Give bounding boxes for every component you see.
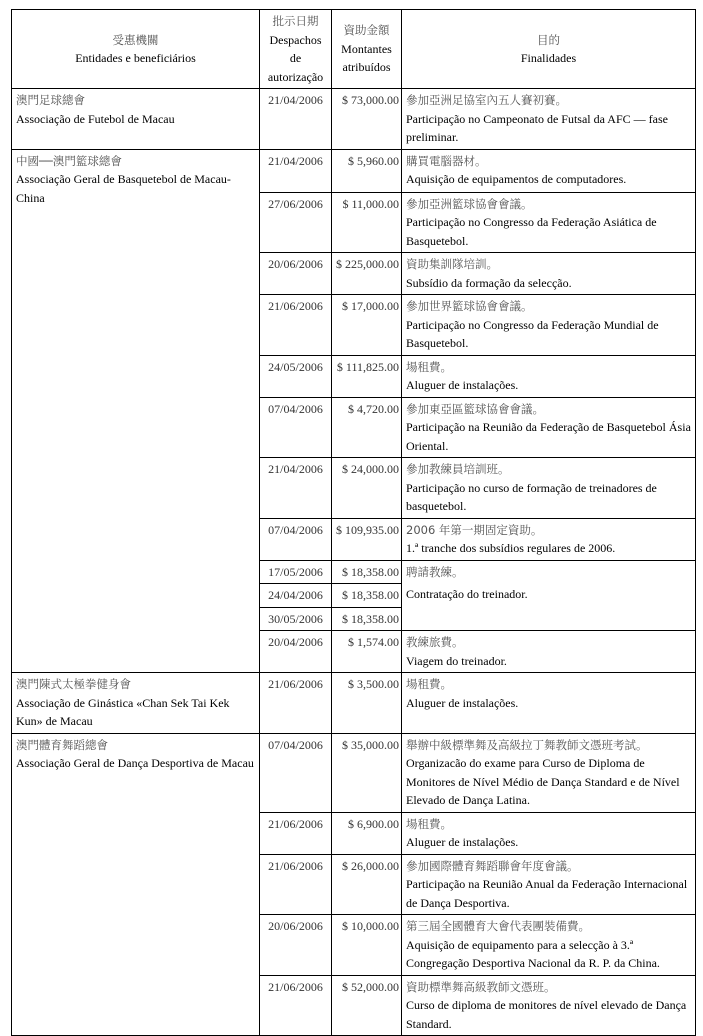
purpose-zh: 參加亞洲足協室內五人賽初賽。 bbox=[406, 93, 567, 107]
grant-purpose bbox=[402, 812, 696, 854]
purpose-pt: Organizacão do exame para Curso de Diploma de Monitores de Nível Médio de Dança Standard e de Nível Elevado de Dança Latina. bbox=[406, 756, 680, 807]
header-date bbox=[260, 10, 332, 89]
grant-amount: $ 10,000.00 bbox=[332, 915, 402, 976]
table-row bbox=[12, 149, 696, 192]
grant-date: 21/04/2006 bbox=[260, 89, 332, 150]
purpose-pt: Participação no curso de formação de treinadores de basquetebol. bbox=[406, 480, 657, 513]
grant-date: 27/06/2006 bbox=[260, 192, 332, 253]
header-row bbox=[12, 10, 696, 89]
grant-amount: $ 26,000.00 bbox=[332, 854, 402, 915]
grant-date: 20/06/2006 bbox=[260, 915, 332, 976]
purpose-pt: Contratação do treinador. bbox=[406, 587, 528, 601]
grant-purpose bbox=[402, 253, 696, 295]
grant-amount: $ 35,000.00 bbox=[332, 733, 402, 812]
purpose-pt: Participação no Congresso da Federação Asiática de Basquetebol. bbox=[406, 215, 657, 248]
grant-amount: $ 6,900.00 bbox=[332, 812, 402, 854]
grant-date: 21/06/2006 bbox=[260, 812, 332, 854]
purpose-zh: 參加東亞區籃球協會會議。 bbox=[406, 401, 544, 416]
entity-name-pt: Associação de Futebol de Macau bbox=[16, 111, 175, 126]
purpose-zh: 參加世界籃球協會會議。 bbox=[406, 299, 533, 313]
table-row bbox=[12, 673, 696, 734]
purpose-pt: Aluguer de instalações. bbox=[406, 695, 519, 710]
grant-purpose bbox=[402, 149, 696, 192]
purpose-zh: 場租費。 bbox=[406, 677, 452, 691]
entity-name-zh: 澳門足球總會 bbox=[16, 93, 85, 107]
grant-purpose bbox=[402, 733, 696, 812]
purpose-pt: Aquisição de equipamento para a selecção à 3.ª Congregação Desportiva Nacional da R. P. da China. bbox=[406, 937, 660, 970]
grant-amount: $ 1,574.00 bbox=[332, 631, 402, 673]
purpose-pt: 1.ª tranche dos subsídios regulares de 2006. bbox=[406, 541, 616, 555]
grant-amount: $ 109,935.00 bbox=[332, 518, 402, 560]
header-amount-zh: 資助金額 bbox=[343, 23, 390, 38]
purpose-zh: 參加國際體育舞蹈聯會年度會議。 bbox=[406, 858, 579, 873]
grant-amount: $ 5,960.00 bbox=[332, 149, 402, 192]
purpose-pt: Aluguer de instalações. bbox=[406, 835, 519, 849]
grant-purpose bbox=[402, 560, 696, 631]
grant-date: 21/06/2006 bbox=[260, 975, 332, 1036]
purpose-pt: Aluguer de instalações. bbox=[406, 378, 519, 392]
grant-purpose bbox=[402, 854, 696, 915]
purpose-zh: 教練旅費。 bbox=[406, 635, 464, 649]
grant-date: 21/06/2006 bbox=[260, 673, 332, 734]
purpose-pt: Participação no Congresso da Federação Mundial de Basquetebol. bbox=[406, 317, 659, 350]
grant-purpose bbox=[402, 295, 696, 356]
grant-date: 24/05/2006 bbox=[260, 355, 332, 397]
purpose-zh: 2006 年第一期固定資助。 bbox=[406, 522, 543, 537]
purpose-zh: 場租費。 bbox=[406, 359, 452, 374]
entity-cell bbox=[12, 89, 260, 150]
grant-amount: $ 4,720.00 bbox=[332, 397, 402, 458]
entity-cell bbox=[12, 733, 260, 1036]
purpose-zh: 參加教練員培訓班。 bbox=[406, 462, 510, 476]
grant-date: 20/04/2006 bbox=[260, 631, 332, 673]
purpose-pt: Participação na Reunião da Federação de Basquetebol Ásia Oriental. bbox=[406, 420, 691, 453]
grant-date: 20/06/2006 bbox=[260, 253, 332, 295]
purpose-pt: Viagem do treinador. bbox=[406, 653, 507, 668]
grant-amount: $ 52,000.00 bbox=[332, 975, 402, 1036]
grant-amount: $ 225,000.00 bbox=[332, 253, 402, 295]
grant-purpose bbox=[402, 975, 696, 1036]
purpose-zh: 舉辦中級標準舞及高級拉丁舞教師文憑班考試。 bbox=[406, 737, 648, 752]
grant-amount: $ 24,000.00 bbox=[332, 458, 402, 519]
entity-name-zh: 澳門陳式太極拳健身會 bbox=[16, 677, 131, 691]
grants-table bbox=[11, 9, 696, 1036]
entity-cell bbox=[12, 149, 260, 673]
purpose-zh: 聘請教練。 bbox=[406, 564, 464, 579]
grant-amount: $ 11,000.00 bbox=[332, 192, 402, 253]
entity-name-pt: Associação Geral de Dança Desportiva de Macau bbox=[16, 756, 254, 770]
purpose-zh: 場租費。 bbox=[406, 816, 452, 831]
table-row bbox=[12, 89, 696, 150]
grant-date: 21/04/2006 bbox=[260, 149, 332, 192]
header-date-pt-2: autorização bbox=[267, 69, 324, 84]
entity-name-zh: 中國──澳門籃球總會 bbox=[16, 153, 122, 168]
purpose-pt: Participação no Campeonato de Futsal da AFC — fase preliminar. bbox=[406, 111, 668, 144]
header-amount-pt-2: atribuídos bbox=[342, 60, 391, 75]
grant-date: 21/06/2006 bbox=[260, 854, 332, 915]
grant-amount: $ 18,358.00 bbox=[332, 584, 402, 608]
header-amount-pt-1: Montantes bbox=[341, 41, 392, 56]
header-purpose bbox=[402, 10, 696, 89]
grant-date: 24/04/2006 bbox=[260, 584, 332, 608]
grant-purpose bbox=[402, 355, 696, 397]
header-date-pt-1: Despachos de bbox=[269, 32, 322, 65]
table-row bbox=[12, 733, 696, 812]
header-entity bbox=[12, 10, 260, 89]
grant-date: 17/05/2006 bbox=[260, 560, 332, 584]
purpose-pt: Participação na Reunião Anual da Federação Internacional de Dança Desportiva. bbox=[406, 877, 688, 910]
purpose-zh: 資助集訓隊培訓。 bbox=[406, 257, 498, 271]
grant-date: 07/04/2006 bbox=[260, 733, 332, 812]
grant-purpose bbox=[402, 458, 696, 519]
grant-date: 07/04/2006 bbox=[260, 397, 332, 458]
entity-cell bbox=[12, 673, 260, 734]
grant-date: 07/04/2006 bbox=[260, 518, 332, 560]
header-purpose-zh: 目的 bbox=[537, 32, 560, 47]
grant-amount: $ 3,500.00 bbox=[332, 673, 402, 734]
entity-name-pt: Associação Geral de Basquetebol de Macau-China bbox=[16, 172, 231, 205]
grant-date: 30/05/2006 bbox=[260, 607, 332, 631]
grant-amount: $ 111,825.00 bbox=[332, 355, 402, 397]
entity-name-pt: Associação de Ginástica «Chan Sek Tai Kek Kun» de Macau bbox=[16, 695, 230, 728]
grant-purpose bbox=[402, 631, 696, 673]
grant-amount: $ 73,000.00 bbox=[332, 89, 402, 150]
purpose-pt: Subsídio da formação da selecção. bbox=[406, 275, 572, 290]
grant-date: 21/06/2006 bbox=[260, 295, 332, 356]
entity-name-zh: 澳門體育舞蹈總會 bbox=[16, 737, 108, 752]
grant-purpose bbox=[402, 192, 696, 253]
grant-purpose bbox=[402, 518, 696, 560]
grant-purpose bbox=[402, 397, 696, 458]
grant-purpose bbox=[402, 915, 696, 976]
grant-amount: $ 18,358.00 bbox=[332, 560, 402, 584]
purpose-pt: Aquisição de equipamentos de computadores. bbox=[406, 172, 627, 186]
header-entity-pt: Entidades e beneficiários bbox=[75, 51, 196, 65]
purpose-zh: 資助標準舞高級教師文憑班。 bbox=[406, 979, 556, 994]
header-date-zh: 批示日期 bbox=[272, 14, 319, 28]
purpose-zh: 參加亞洲籃球協會會議。 bbox=[406, 196, 533, 211]
header-amount bbox=[332, 10, 402, 89]
grant-purpose bbox=[402, 673, 696, 734]
grant-amount: $ 17,000.00 bbox=[332, 295, 402, 356]
grant-purpose bbox=[402, 89, 696, 150]
grant-date: 21/04/2006 bbox=[260, 458, 332, 519]
purpose-pt: Curso de diploma de monitores de nível elevado de Dança Standard. bbox=[406, 998, 687, 1031]
grant-amount: $ 18,358.00 bbox=[332, 607, 402, 631]
header-entity-zh: 受惠機關 bbox=[112, 32, 159, 47]
purpose-zh: 購買電腦器材。 bbox=[406, 153, 487, 168]
purpose-zh: 第三屆全國體育大會代表團裝備費。 bbox=[406, 919, 590, 933]
header-purpose-pt: Finalidades bbox=[520, 51, 577, 65]
